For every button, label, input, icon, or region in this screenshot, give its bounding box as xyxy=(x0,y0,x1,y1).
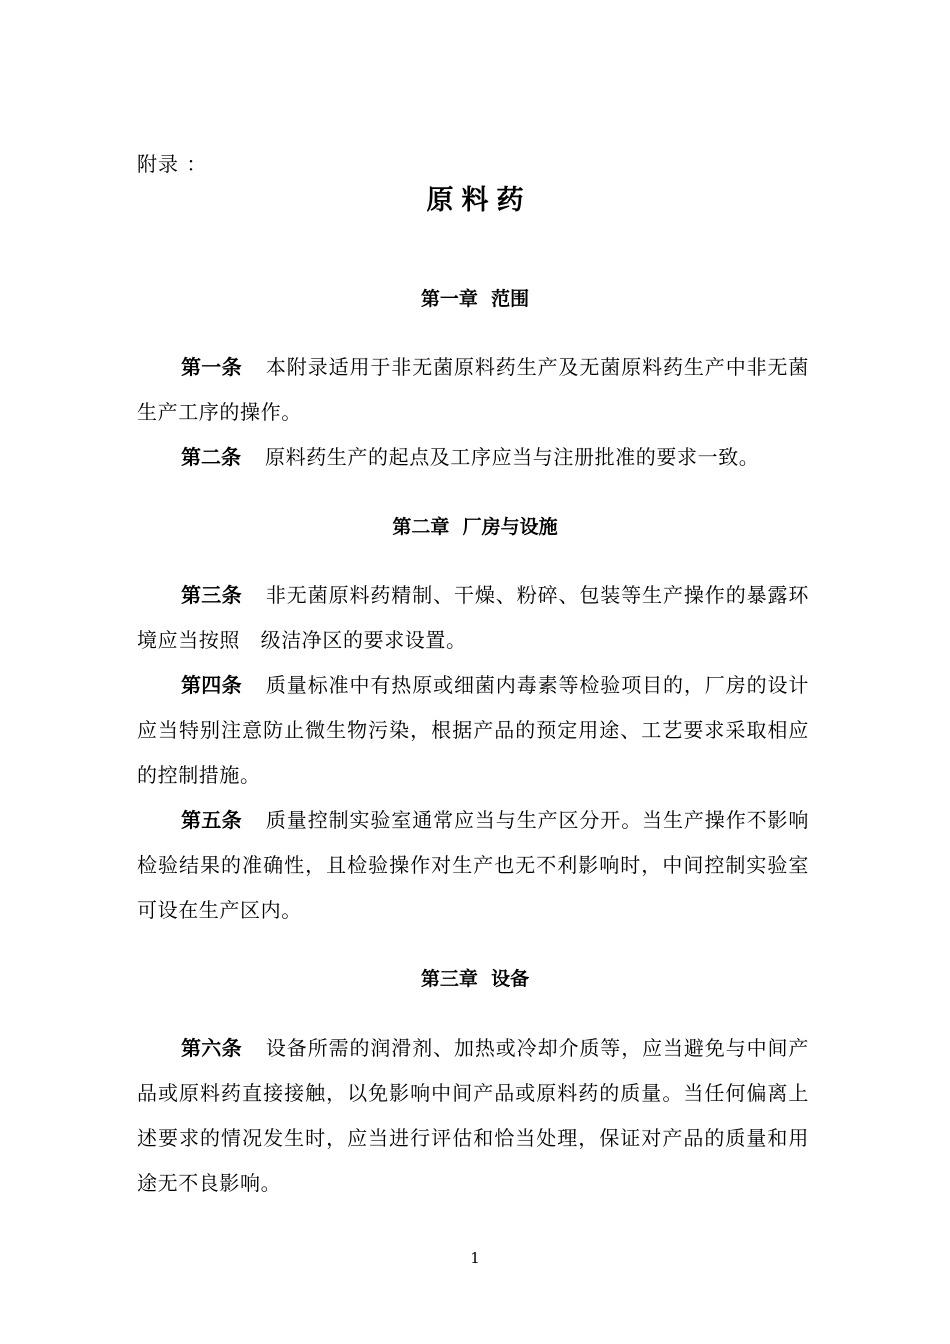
article-text: 非无菌原料药精制、干燥、粉碎、包装等生产操作的暴露环境应当按照 级洁净区的要求设置。 xyxy=(137,583,809,652)
chapter-heading-1: 第一章 范围 xyxy=(420,288,530,310)
article-text: 原料药生产的起点及工序应当与注册批准的要求一致。 xyxy=(265,445,760,469)
article-3 xyxy=(137,573,809,663)
article-label: 第六条 xyxy=(181,1036,242,1060)
article-label: 第四条 xyxy=(181,673,242,697)
article-label: 第五条 xyxy=(181,808,242,832)
chapter-heading-3: 第三章 设备 xyxy=(420,968,530,990)
article-1 xyxy=(137,345,809,435)
article-text: 设备所需的润滑剂、加热或冷却介质等，应当避免与中间产品或原料药直接接触，以免影响中间产品或原料药的质量。当任何偏离上述要求的情况发生时，应当进行评估和恰当处理，保证对产品的质量和用途无不良影响。 xyxy=(137,1036,809,1195)
document-title: 原料药 xyxy=(426,185,532,216)
article-4 xyxy=(137,663,809,798)
article-label: 第三条 xyxy=(181,583,242,607)
article-label: 第一条 xyxy=(181,355,242,379)
article-text: 本附录适用于非无菌原料药生产及无菌原料药生产中非无菌生产工序的操作。 xyxy=(137,355,809,424)
chapter-heading-2: 第二章 厂房与设施 xyxy=(392,516,558,538)
article-label: 第二条 xyxy=(181,445,241,469)
article-text: 质量标准中有热原或细菌内毒素等检验项目的，厂房的设计应当特别注意防止微生物污染，根据产品的预定用途、工艺要求采取相应的控制措施。 xyxy=(137,673,809,787)
page-number: 1 xyxy=(470,1249,480,1267)
article-6 xyxy=(137,1026,809,1206)
appendix-label: 附录 ： xyxy=(137,152,208,176)
article-5 xyxy=(137,798,809,933)
article-text: 质量控制实验室通常应当与生产区分开。当生产操作不影响检验结果的准确性，且检验操作对生产也无不利影响时，中间控制实验室可设在生产区内。 xyxy=(137,808,809,922)
article-2 xyxy=(137,435,809,480)
